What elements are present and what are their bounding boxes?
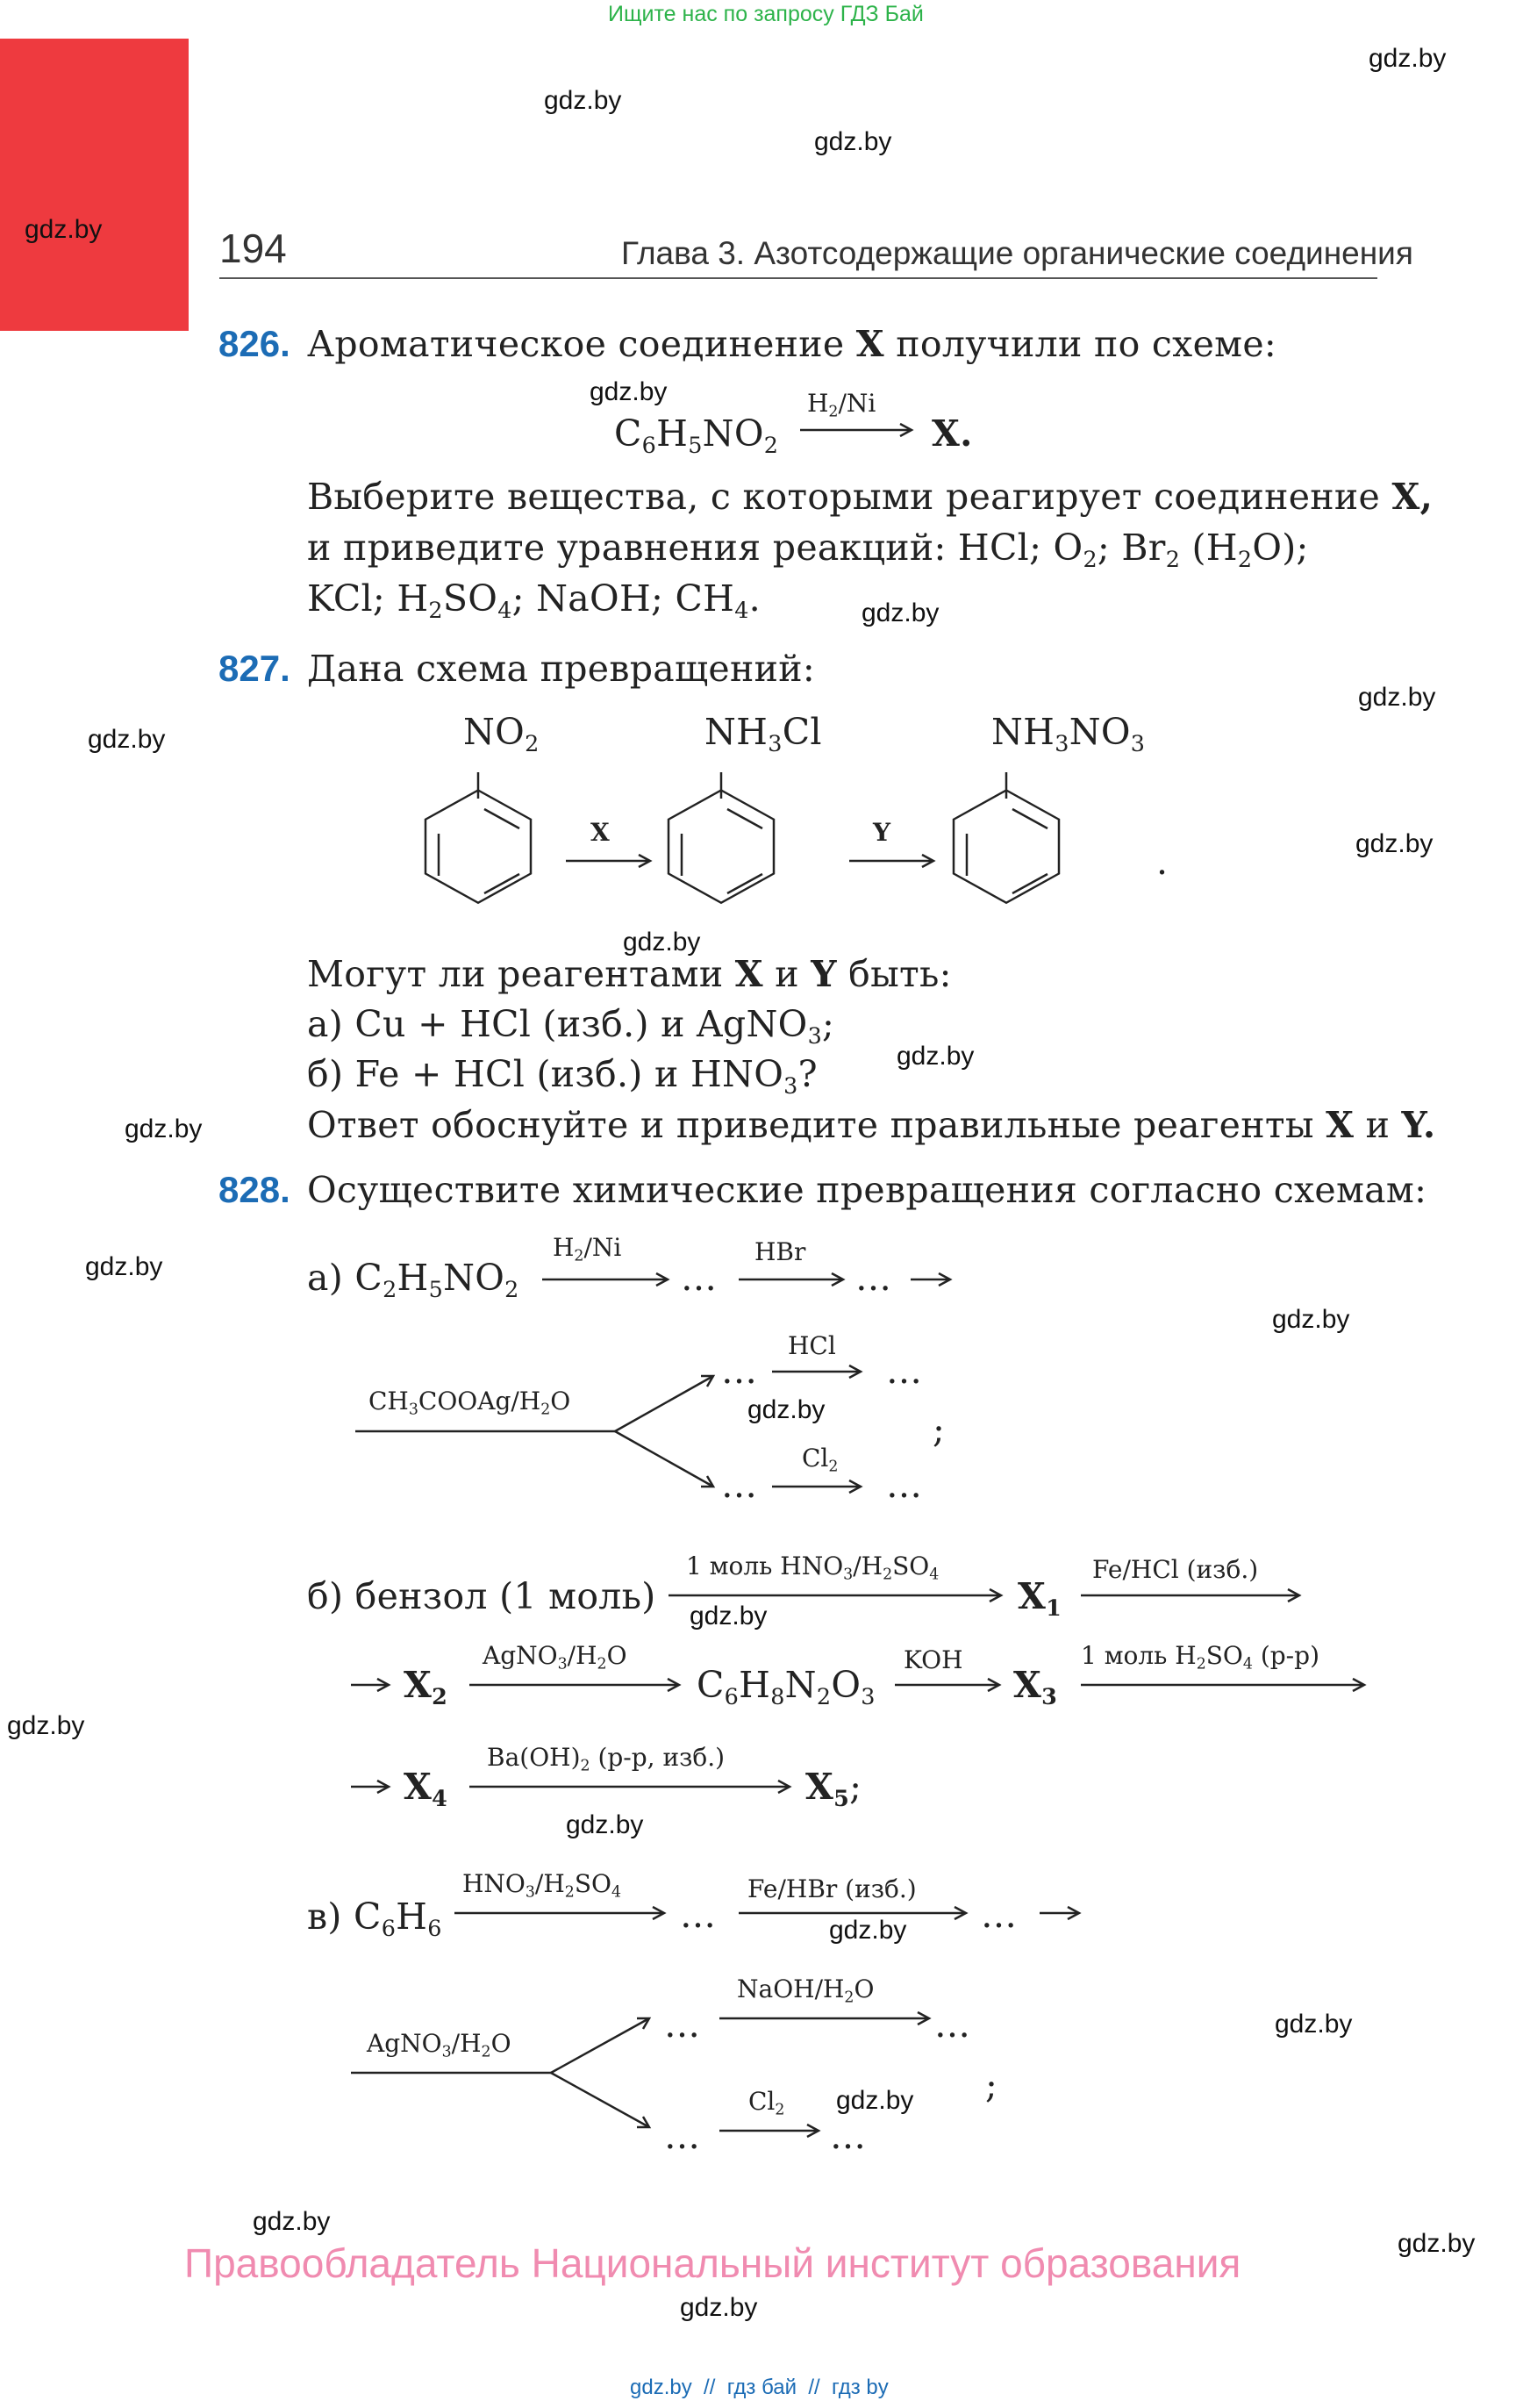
scheme-b-arrow-5	[1081, 1678, 1370, 1692]
scheme-c-upper-dots: …	[664, 2003, 701, 2046]
footer-links[interactable]: gdz.by // гдз бай // гдз by	[630, 2376, 889, 2399]
problem-826-line3: KCl; $H_2SO_4$; NaOH; $CH_4$.	[307, 577, 761, 624]
scheme-c-dots-2: …	[981, 1894, 1018, 1936]
scheme-c-start: в) $C_6H_6$	[307, 1896, 442, 1942]
watermark: gdz.by	[747, 1395, 826, 1424]
scheme-b-cond-6: $Ba(OH)_2$ (р-р, изб.)	[487, 1743, 726, 1775]
watermark: gdz.by	[25, 215, 103, 244]
scheme-a-semicolon: ;	[933, 1408, 946, 1451]
watermark: gdz.by	[814, 127, 892, 156]
header-rule	[219, 277, 1377, 279]
scheme-b-arrow-1	[669, 1588, 1006, 1602]
scheme-b-arrow-lead-2	[351, 1678, 395, 1692]
scheme-c-arrow-3	[1040, 1906, 1083, 1920]
watermark: gdz.by	[125, 1114, 203, 1143]
watermark: gdz.by	[1275, 2010, 1353, 2039]
copyright-notice: Правообладатель Национальный институт образования	[184, 2240, 1241, 2286]
scheme-a-arrow-hcl	[772, 1365, 869, 1379]
scheme-a-start: а) $C_2H_5NO_2$	[307, 1257, 519, 1303]
problem-828-intro: Осуществите химические превращения согласно схемам:	[307, 1169, 1427, 1211]
watermark: gdz.by	[253, 2207, 331, 2236]
scheme-b-arrow-6	[469, 1780, 796, 1794]
scheme-a-arrow-1	[542, 1272, 674, 1286]
scheme-826-arrow	[800, 423, 916, 437]
scheme-a-branch-cond: $CH_3COOAg/H_2O$	[368, 1387, 571, 1419]
scheme-c-lower-dots-2: …	[830, 2115, 867, 2157]
watermark: gdz.by	[566, 1810, 644, 1839]
scheme-b-start: б) бензол (1 моль)	[307, 1575, 656, 1617]
page-number: 194	[219, 226, 287, 271]
reagent-y-label: Y	[873, 818, 890, 847]
scheme-b-x3: $X_3$	[1013, 1664, 1058, 1710]
scheme-a-arrow-2	[739, 1272, 848, 1286]
red-corner-block	[0, 39, 189, 331]
scheme-a-branch-lines	[355, 1358, 724, 1508]
scheme-b-cond-4: KOH	[904, 1645, 963, 1674]
scheme-c-cond-2: Fe/HBr (изб.)	[747, 1874, 917, 1903]
scheme-c-cond-cl2: $Cl_2$	[748, 2087, 785, 2119]
scheme-b-x4: $X_4$	[404, 1766, 448, 1812]
scheme-a-dots-1: …	[681, 1257, 718, 1299]
scheme-a-cond-cl2: $Cl_2$	[802, 1444, 839, 1476]
substituent-nh3no3: $NH_3NO_3$	[991, 711, 1146, 757]
scheme-a-lower-dots-2: …	[886, 1464, 923, 1506]
problem-827-option-a: а) Cu + HCl (изб.) и AgNO$_3$;	[307, 1003, 835, 1050]
substituent-no2: $NO_2$	[463, 711, 540, 757]
problem-827-number: 827.	[218, 648, 290, 689]
scheme-b-x1: $X_1$	[1018, 1575, 1062, 1622]
watermark: gdz.by	[836, 2086, 914, 2115]
watermark: gdz.by	[85, 1252, 163, 1281]
top-banner[interactable]: Ищите нас по запросу ГДЗ Бай	[608, 2, 924, 26]
problem-826-intro: Ароматическое соединение X получили по схеме:	[307, 323, 1277, 365]
reagent-y-arrow	[849, 854, 937, 868]
scheme-a-cond-1: $H_2/Ni$	[553, 1233, 622, 1265]
watermark: gdz.by	[544, 86, 622, 115]
scheme-b-cond-5: 1 моль $H_2SO_4$ (р-р)	[1081, 1641, 1319, 1673]
watermark: gdz.by	[862, 598, 940, 627]
scheme-c-arrow-2	[739, 1906, 971, 1920]
substituent-nh3cl: $NH_3Cl$	[704, 711, 822, 757]
reagent-x-arrow	[566, 854, 654, 868]
scheme-c-cond-naoh: NaOH/$H_2O$	[737, 1974, 875, 2007]
watermark: gdz.by	[88, 725, 166, 754]
watermark: gdz.by	[680, 2293, 758, 2322]
scheme-a-arrow-cl2	[772, 1480, 869, 1494]
scheme-826-product: X.	[932, 412, 973, 455]
problem-826-line1: Выберите вещества, с которыми реагирует соединение X,	[307, 476, 1434, 518]
watermark: gdz.by	[1355, 829, 1434, 858]
watermark: gdz.by	[623, 928, 701, 957]
watermark: gdz.by	[1272, 1305, 1350, 1334]
scheme-b-arrow-lead-3	[351, 1780, 395, 1794]
problem-827-answer-request: Ответ обоснуйте и приведите правильные реагенты X и Y.	[307, 1104, 1436, 1146]
scheme-a-upper-dots: …	[721, 1350, 758, 1392]
scheme-b-intermediate: $C_6H_8N_2O_3$	[697, 1664, 876, 1710]
scheme-c-arrow-naoh	[719, 2011, 934, 2025]
problem-827-question: Могут ли реагентами X и Y быть:	[307, 953, 952, 995]
watermark: gdz.by	[690, 1602, 768, 1630]
problem-827-intro: Дана схема превращений:	[307, 648, 815, 690]
watermark: gdz.by	[590, 377, 668, 406]
scheme-a-lower-dots: …	[721, 1464, 758, 1506]
scheme-c-branch-cond: $AgNO_3/H_2O$	[367, 2029, 511, 2061]
watermark: gdz.by	[1369, 44, 1447, 73]
scheme-b-arrow-2	[1081, 1588, 1305, 1602]
scheme-c-upper-dots-2: …	[934, 2003, 971, 2046]
problem-826-line2: и приведите уравнения реакций: HCl; $O_2$; $Br_2$ $(H_2O)$;	[307, 527, 1309, 573]
benzene-ring-nitrobenzene	[421, 772, 535, 913]
watermark: gdz.by	[829, 1916, 907, 1945]
scheme-a-cond-2: HBr	[754, 1237, 806, 1266]
scheme-c-semicolon: ;	[985, 2064, 998, 2106]
scheme-c-arrow-cl2	[719, 2124, 825, 2138]
scheme-b-cond-3: $AgNO_3/H_2O$	[483, 1641, 627, 1673]
scheme-c-dots-1: …	[680, 1894, 717, 1936]
scheme-c-branch-lines	[351, 2003, 662, 2147]
scheme-b-arrow-3	[469, 1678, 684, 1692]
scheme-c-cond-1: $HNO_3/H_2SO_4$	[462, 1869, 622, 1902]
scheme-b-x5: $X_5$;	[805, 1766, 862, 1812]
scheme-a-arrow-3	[911, 1272, 955, 1286]
scheme-826-condition: $H_2/Ni$	[807, 389, 876, 421]
scheme-826-reactant: $C_6H_5NO_2$	[614, 412, 779, 459]
benzene-ring-anilinium-nitrate	[949, 772, 1063, 913]
scheme-c-arrow-1	[454, 1906, 669, 1920]
scheme-a-dots-2: …	[855, 1257, 892, 1299]
watermark: gdz.by	[1398, 2229, 1476, 2258]
watermark: gdz.by	[897, 1042, 975, 1071]
scheme-a-upper-dots-2: …	[886, 1350, 923, 1392]
scheme-b-cond-1: 1 моль $HNO_3/H_2SO_4$	[686, 1552, 940, 1584]
scheme-827-end-dot: .	[1156, 841, 1169, 883]
scheme-b-cond-2: Fe/HCl (изб.)	[1092, 1555, 1259, 1584]
watermark: gdz.by	[7, 1711, 85, 1740]
problem-827-option-b: б) Fe + HCl (изб.) и $HNO_3$?	[307, 1053, 818, 1100]
problem-828-number: 828.	[218, 1169, 290, 1210]
watermark: gdz.by	[1358, 683, 1436, 712]
scheme-a-cond-hcl: HCl	[788, 1331, 836, 1360]
benzene-ring-anilinium-chloride	[664, 772, 778, 913]
problem-826-number: 826.	[218, 323, 290, 364]
scheme-b-x2: $X_2$	[404, 1664, 448, 1710]
scheme-b-arrow-4	[895, 1678, 1005, 1692]
running-header: Глава 3. Азотсодержащие органические соединения	[621, 235, 1413, 271]
scheme-c-lower-dots: …	[664, 2115, 701, 2157]
reagent-x-label: X	[590, 818, 610, 847]
